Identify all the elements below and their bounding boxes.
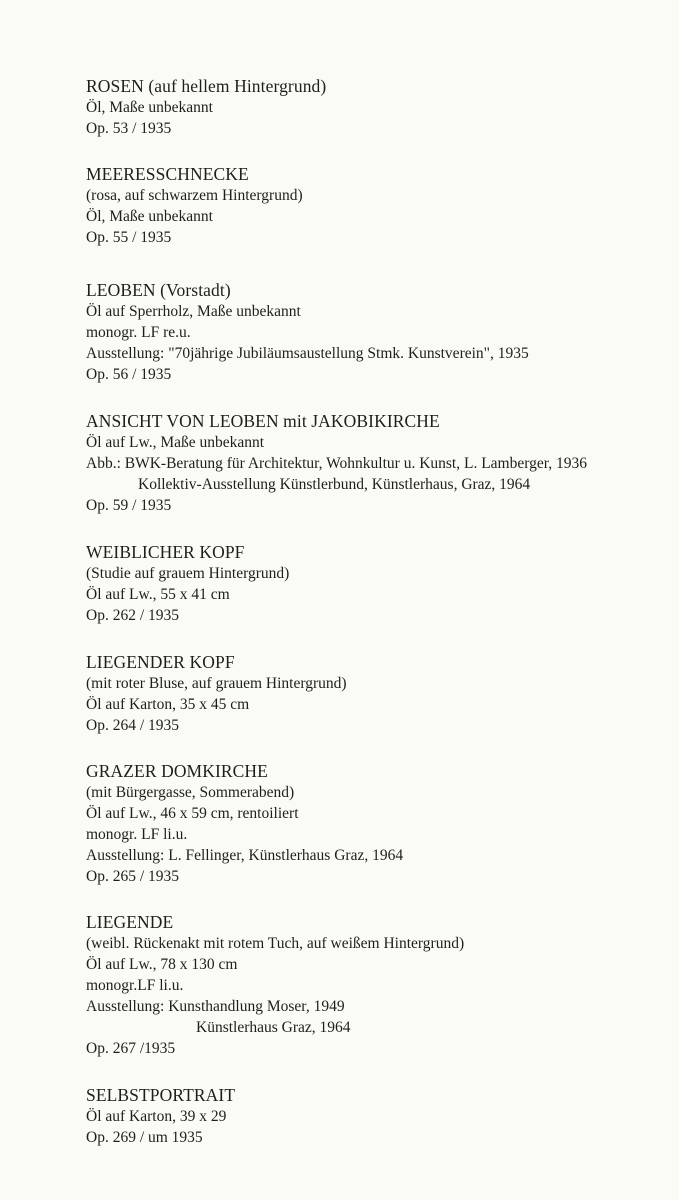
entry-title: LIEGENDE: [86, 912, 174, 932]
entry-line: Künstlerhaus Graz, 1964: [196, 1019, 351, 1036]
entry-line: Op. 55 / 1935: [86, 229, 172, 246]
catalog-entry: [86, 279, 676, 385]
entry-line: Öl, Maße unbekannt: [86, 99, 213, 116]
entry-line: Öl, Maße unbekannt: [86, 208, 213, 225]
entry-title: ROSEN (auf hellem Hintergrund): [86, 76, 327, 96]
entry-line: Öl auf Lw., 78 x 130 cm: [86, 956, 238, 973]
entry-line: (mit Bürgergasse, Sommerabend): [86, 784, 295, 801]
entry-line: monogr. LF li.u.: [86, 826, 188, 843]
catalog-entry: [86, 760, 676, 887]
entry-line: Abb.: BWK-Beratung für Architektur, Wohnkultur u. Kunst, L. Lamberger, 1936: [86, 455, 588, 472]
entry-title: ANSICHT VON LEOBEN mit JAKOBIKIRCHE: [86, 411, 440, 431]
catalog-entry: [86, 410, 676, 516]
catalog-entry: [86, 651, 676, 736]
entry-line: (Studie auf grauem Hintergrund): [86, 565, 290, 582]
entry-line: Op. 264 / 1935: [86, 717, 179, 734]
catalog-entry: [86, 75, 676, 139]
entry-line: Op. 53 / 1935: [86, 120, 172, 137]
entry-line: Öl auf Lw., 46 x 59 cm, rentoiliert: [86, 805, 299, 822]
entry-line: Öl auf Sperrholz, Maße unbekannt: [86, 303, 301, 320]
entry-line: Ausstellung: "70jährige Jubiläumsaustellung Stmk. Kunstverein", 1935: [86, 345, 529, 362]
entry-line: Kollektiv-Ausstellung Künstlerbund, Künstlerhaus, Graz, 1964: [138, 476, 531, 493]
entry-line: Öl auf Lw., 55 x 41 cm: [86, 586, 230, 603]
entry-line: monogr. LF re.u.: [86, 324, 191, 341]
entry-title: SELBSTPORTRAIT: [86, 1085, 236, 1105]
entry-title: LIEGENDER KOPF: [86, 652, 235, 672]
entry-line: Op. 59 / 1935: [86, 497, 172, 514]
entry-title: LEOBEN (Vorstadt): [86, 280, 231, 300]
entry-line: Öl auf Karton, 39 x 29: [86, 1108, 227, 1125]
entry-line: Öl auf Lw., Maße unbekannt: [86, 434, 265, 451]
entry-line: Op. 269 / um 1935: [86, 1129, 203, 1146]
entry-line: Op. 265 / 1935: [86, 868, 179, 885]
entry-title: WEIBLICHER KOPF: [86, 542, 245, 562]
entry-line: (mit roter Bluse, auf grauem Hintergrund): [86, 675, 347, 692]
entry-line: (weibl. Rückenakt mit rotem Tuch, auf weißem Hintergrund): [86, 935, 465, 952]
entry-line: Öl auf Karton, 35 x 45 cm: [86, 696, 250, 713]
entry-title: GRAZER DOMKIRCHE: [86, 761, 268, 781]
entry-title: MEERESSCHNECKE: [86, 164, 249, 184]
catalog-entry: [86, 1084, 676, 1148]
entry-line: Op. 267 /1935: [86, 1040, 176, 1057]
entry-line: Op. 56 / 1935: [86, 366, 172, 383]
entry-line: monogr.LF li.u.: [86, 977, 184, 994]
entry-line: (rosa, auf schwarzem Hintergrund): [86, 187, 303, 204]
catalog-entry: [86, 541, 676, 626]
catalog-entry: [86, 163, 676, 248]
entry-line: Op. 262 / 1935: [86, 607, 179, 624]
entry-line: Ausstellung: Kunsthandlung Moser, 1949: [86, 998, 345, 1015]
catalog-entry: [86, 911, 676, 1059]
entry-line: Ausstellung: L. Fellinger, Künstlerhaus Graz, 1964: [86, 847, 404, 864]
